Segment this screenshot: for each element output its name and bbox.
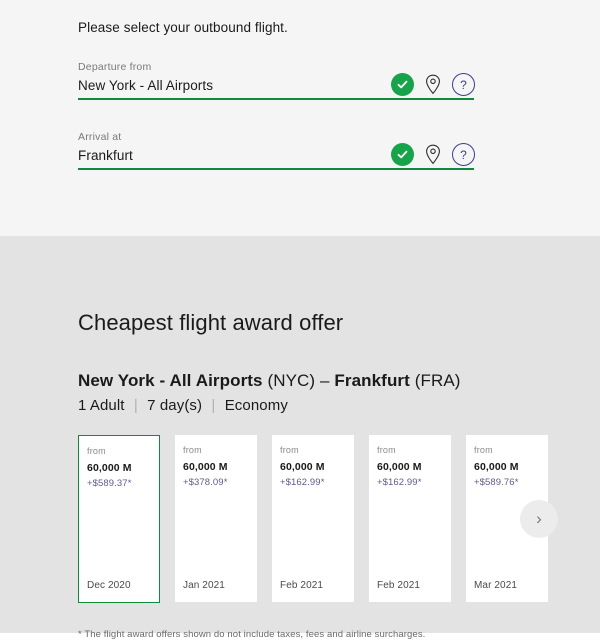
offer-footnote: * The flight award offers shown do not include taxes, fees and airline surcharges. bbox=[78, 629, 426, 640]
offer-heading: Cheapest flight award offer bbox=[78, 310, 344, 336]
card-from-label: from bbox=[87, 446, 106, 457]
arrival-field-icons bbox=[391, 143, 475, 166]
instruction-text: Please select your outbound flight. bbox=[78, 20, 288, 35]
route-destination-name: Frankfurt bbox=[334, 371, 410, 391]
card-price: +$378.09* bbox=[183, 477, 228, 489]
offer-card[interactable] bbox=[272, 435, 354, 602]
offer-card[interactable] bbox=[369, 435, 451, 602]
help-icon[interactable]: ? bbox=[452, 143, 475, 166]
arrival-field-group bbox=[78, 131, 475, 175]
flight-search-form-section bbox=[0, 0, 600, 236]
card-price: +$162.99* bbox=[377, 477, 422, 489]
route-origin-name: New York - All Airports bbox=[78, 371, 263, 391]
card-price: +$162.99* bbox=[280, 477, 325, 489]
offer-inner bbox=[78, 236, 578, 640]
arrival-field-label: Arrival at bbox=[78, 131, 122, 143]
card-miles: 60,000 M bbox=[474, 461, 519, 474]
route-dash: – bbox=[320, 371, 330, 391]
passenger-count: 1 Adult bbox=[78, 397, 125, 415]
map-pin-icon[interactable] bbox=[425, 144, 441, 165]
summary-separator-2: | bbox=[211, 397, 216, 415]
route-origin-code: (NYC) bbox=[267, 371, 316, 391]
card-miles: 60,000 M bbox=[87, 462, 132, 475]
card-miles: 60,000 M bbox=[377, 461, 422, 474]
card-date: Feb 2021 bbox=[377, 580, 421, 592]
check-circle-icon bbox=[391, 73, 414, 96]
card-miles: 60,000 M bbox=[183, 461, 228, 474]
help-icon[interactable]: ? bbox=[452, 73, 475, 96]
route-summary bbox=[78, 371, 578, 391]
card-from-label: from bbox=[377, 445, 396, 456]
check-circle-icon bbox=[391, 143, 414, 166]
departure-field-label: Departure from bbox=[78, 61, 152, 73]
arrival-field-row bbox=[78, 147, 475, 175]
map-pin-icon[interactable] bbox=[425, 74, 441, 95]
departure-field-icons bbox=[391, 73, 475, 96]
card-from-label: from bbox=[183, 445, 202, 456]
card-date: Feb 2021 bbox=[280, 580, 324, 592]
departure-field-group bbox=[78, 61, 475, 105]
departure-field-row bbox=[78, 77, 475, 105]
card-miles: 60,000 M bbox=[280, 461, 325, 474]
offer-card[interactable] bbox=[175, 435, 257, 602]
card-date: Dec 2020 bbox=[87, 580, 131, 592]
form-inner bbox=[78, 0, 488, 175]
cabin-class: Economy bbox=[224, 397, 288, 415]
card-price: +$589.76* bbox=[474, 477, 519, 489]
summary-separator-1: | bbox=[133, 397, 138, 415]
trip-duration: 7 day(s) bbox=[147, 397, 203, 415]
next-offers-button[interactable]: › bbox=[520, 500, 558, 538]
card-date: Mar 2021 bbox=[474, 580, 518, 592]
card-from-label: from bbox=[474, 445, 493, 456]
offer-card[interactable] bbox=[78, 435, 160, 603]
card-price: +$589.37* bbox=[87, 478, 132, 490]
card-from-label: from bbox=[280, 445, 299, 456]
trip-summary bbox=[78, 397, 578, 414]
cheapest-offer-section bbox=[0, 236, 600, 640]
card-date: Jan 2021 bbox=[183, 580, 225, 592]
route-destination-code: (FRA) bbox=[414, 371, 461, 391]
offer-cards-row bbox=[78, 435, 578, 603]
